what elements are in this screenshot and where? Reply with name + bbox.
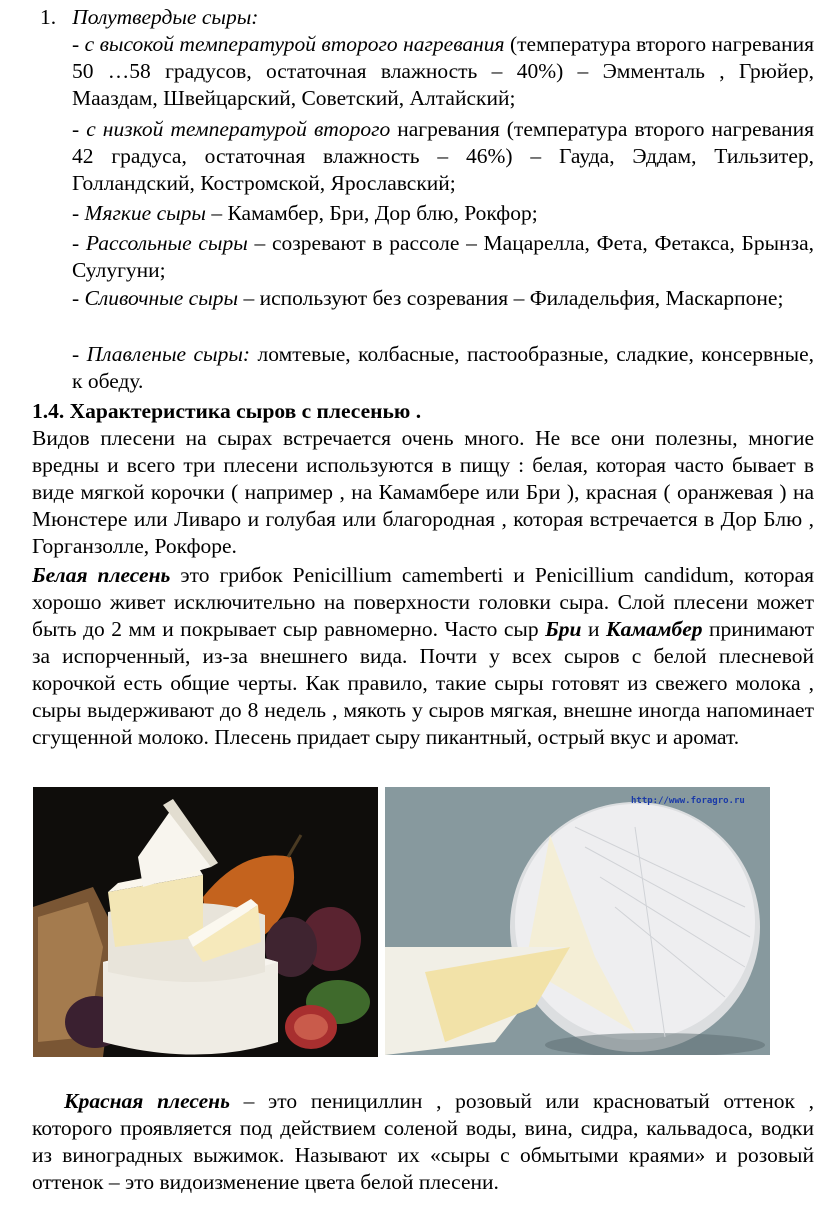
term-low-temp: с низкой температурой второго [86, 117, 391, 141]
white-mold-paragraph: Белая плесень это грибок Penicillium camemberti и Penicillium candidum, которая хорошо живет исключительно на поверхности головки сыра. Слой плесени может быть до 2 мм и покрывает сыр равномерно. Часто сыр Бри и Камамбер принимают за испорченный, из-за внешнего вида. Почти у всех сыров с белой плесневой корочкой есть общие черты. Как правило, такие сыры готовят из свежего молока , сыры выдерживают до 8 недель , мякоть у сыров мягкая, внешне иногда напоминает сгущенной молоко. Плесень придает сыру пикантный, острый вкус и аромат. [32, 563, 814, 749]
term-high-temp: с высокой температурой второго нагревания [84, 32, 505, 56]
intro-paragraph: Видов плесени на сырах встречается очень много. Не все они полезны, многие вредны и всего три плесени используются в пищу : белая, которая часто бывает в виде мягкой корочки ( например , на Камамбере или Бри ), красная ( оранжевая ) на Мюнстере или Ливаро и голубая или благородная , которая встречается в Дор Блю , Горганзолле, Рокфоре. [32, 426, 814, 558]
red-mold-paragraph: Красная плесень – это пенициллин , розовый или красноватый оттенок , которого проявляется под действием соленой воды, вина, сидра, кальвадоса, водки из виноградных выжимок. Называют их «сыры с обмытыми краями» и розовый оттенок – это видоизменение цвета белой плесени. [32, 1089, 814, 1194]
camembert-photo [385, 787, 770, 1055]
list-item-processed: - Плавленые сыры: ломтевые, колбасные, пастообразные, сладкие, консервные, к обеду. [72, 342, 814, 393]
list-number-item [40, 4, 258, 31]
term-cream: Сливочные сыры [84, 286, 239, 310]
term-camembert: Камамбер [605, 617, 703, 641]
photo-watermark: http://www.foragro.ru [631, 796, 745, 806]
list-item-low-temp: - с низкой температурой второго нагревания (температура второго нагревания 42 градуса, остаточная влажность – 46%) – Гауда, Эддам, Тильзитер, Голландский, Костромской, Ярославский; [72, 117, 814, 195]
list-item-soft: - Мягкие сыры – Камамбер, Бри, Дор блю, Рокфор; [72, 201, 538, 225]
list-number: 1. [40, 5, 57, 29]
section-heading: 1.4. Характеристика сыров с плесенью . [32, 399, 422, 423]
cheese-still-life-photo [33, 787, 378, 1057]
term-brine: Рассольные сыры [85, 231, 248, 255]
term-brie: Бри [545, 617, 582, 641]
list-title: Полутвердые сыры: [72, 5, 259, 29]
term-red-mold: Красная плесень [64, 1089, 230, 1113]
term-processed: Плавленые сыры: [86, 342, 251, 366]
list-item-high-temp: - с высокой температурой второго нагревания (температура второго нагревания 50 …58 градусов, остаточная влажность – 40%) – Эмменталь , Грюйер, Мааздам, Швейцарский, Советский, Алтайский; [72, 32, 814, 110]
term-soft: Мягкие сыры [84, 201, 206, 225]
list-item-cream: - Сливочные сыры – используют без созревания – Филадельфия, Маскарпоне; [72, 286, 784, 310]
term-white-mold: Белая плесень [32, 563, 171, 587]
cheese-still-life-image [33, 787, 378, 1057]
camembert-image [385, 787, 770, 1055]
list-item-brine: - Рассольные сыры – созревают в рассоле – Мацарелла, Фета, Фетакса, Брынза, Сулугуни; [72, 231, 815, 282]
